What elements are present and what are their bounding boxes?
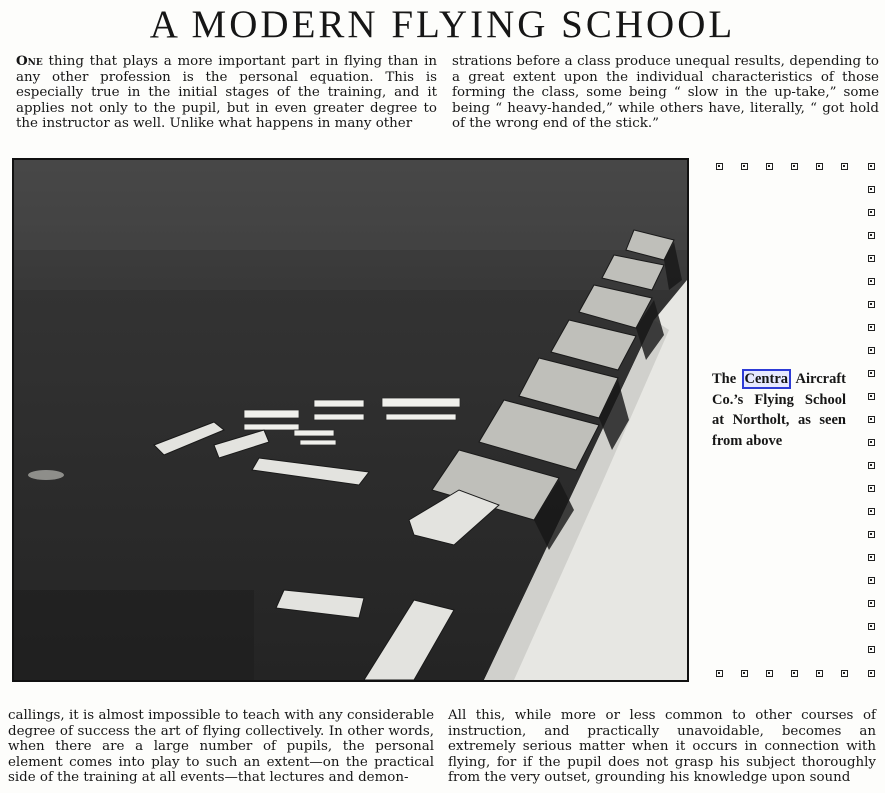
ornament-square-icon (868, 347, 875, 354)
ornament-square-icon (868, 623, 875, 630)
caption-highlighted-word[interactable]: Centra (742, 369, 792, 389)
ornament-square-icon (766, 163, 773, 170)
ornament-square-icon (868, 209, 875, 216)
ornament-square-icon (868, 278, 875, 285)
aerial-photo-illustration (14, 160, 687, 680)
ornament-square-icon (741, 163, 748, 170)
ornament-square-icon (868, 416, 875, 423)
ornament-square-icon (868, 646, 875, 653)
ornament-square-icon (868, 186, 875, 193)
ornament-square-icon (716, 163, 723, 170)
column-bottom-left: callings, it is almost impossible to teach with any considerable degree of success the art of flying collectively. In other words, when there are a large number of pupils, the personal element comes into play to such an extent—on the practical side of the training at all events—that lectures and demon- (8, 708, 434, 786)
ornament-square-icon (868, 670, 875, 677)
column-top-left-body: thing that plays a more important part in flying than in any other profession is the personal equation. This is especially true in the initial stages of the training, and it applies not only to the pupil, but in even greater degree to the instructor as well. Unlike what happens in many other (16, 54, 437, 132)
ornament-square-icon (868, 439, 875, 446)
ornament-square-icon (868, 255, 875, 262)
ornament-square-icon (716, 670, 723, 677)
column-bottom-right: All this, while more or less common to other courses of instruction, and practically unavoidable, becomes an extremely serious matter when it occurs in connection with flying, for if the pupil does not grasp his subject thoroughly from the very outset, grounding his knowledge upon sound (448, 708, 876, 786)
lead-word: One (16, 53, 43, 69)
ornament-square-icon (841, 163, 848, 170)
aerial-photograph (12, 158, 689, 682)
ornament-square-icon (868, 600, 875, 607)
ornament-square-icon (766, 670, 773, 677)
ornament-square-icon (841, 670, 848, 677)
ornament-square-icon (868, 301, 875, 308)
photo-caption (712, 369, 846, 451)
column-top-left (16, 54, 437, 132)
article-title: A MODERN FLYING SCHOOL (149, 3, 736, 46)
caption-before: The (712, 371, 742, 387)
ornament-square-icon (868, 163, 875, 170)
ornament-square-icon (868, 324, 875, 331)
ornament-square-icon (791, 163, 798, 170)
ornament-square-icon (741, 670, 748, 677)
ornament-square-icon (868, 485, 875, 492)
ornament-square-icon (868, 370, 875, 377)
ornament-square-icon (868, 531, 875, 538)
ornament-square-icon (868, 554, 875, 561)
ornament-square-icon (868, 577, 875, 584)
ornament-square-icon (868, 393, 875, 400)
ornament-square-icon (868, 232, 875, 239)
ornament-square-icon (868, 508, 875, 515)
ornament-square-icon (816, 670, 823, 677)
column-top-right: strations before a class produce unequal results, depending to a great extent upon the individual characteristics of those forming the class, some being “ slow in the up-take,” some being “ heavy-handed,” while others have, literally, “ got hold of the wrong end of the stick.” (452, 54, 879, 132)
caption-after: Aircraft Co.’s Flying School at Northolt, as seen from above (712, 371, 847, 449)
ornament-square-icon (868, 462, 875, 469)
ornament-square-icon (816, 163, 823, 170)
ornament-square-icon (791, 670, 798, 677)
